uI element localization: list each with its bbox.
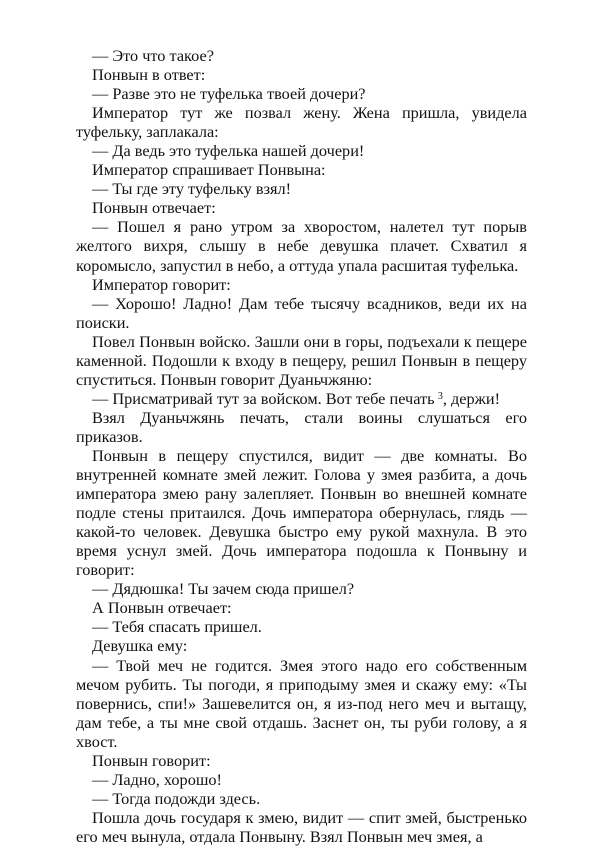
- paragraph-14: Взял Дуаньчжянь печать, стали воины слушаться его приказов.: [76, 407, 527, 446]
- paragraph-6: Император спрашивает Понвына:: [92, 160, 326, 180]
- paragraph-13: [76, 389, 527, 408]
- paragraph-16: — Дядюшка! Ты зачем сюда пришел?: [92, 579, 355, 599]
- paragraph-22: — Ладно, хорошо!: [92, 769, 222, 789]
- paragraph-20: — Твой меч не годится. Змея этого надо его собственным мечом рубить. Ты погоди, я приподыму змея и скажу ему: «Ты повернись, спи!» Зашевелится он, я из-под него меч и вытащу, дам тебе, а ты мне свой отдашь. Заснет он, ты руби голову, а я хвост.: [76, 655, 527, 751]
- paragraph-15: Понвын в пещеру спустился, видит — две комнаты. Во внутренней комнате змей лежит. Голова у змея разбита, а дочь императора змею рану залепляет. Понвын во внешней комнате подле стены притаился. Дочь императора обернулась, глядь — какой-то человек. Девушка быстро ему рукой махнула. В это время уснул змей. Дочь императора подошла к Понвыну и говорит:: [76, 445, 527, 580]
- paragraph-24: Пошла дочь государя к змею, видит — спит змей, быстренько его меч вынула, отдала Понвыну. Взял Понвын меч змея, а: [76, 807, 527, 846]
- paragraph-19: Девушка ему:: [92, 636, 188, 656]
- paragraph-1: — Это что такое?: [92, 46, 214, 65]
- paragraph-8: Понвын отвечает:: [92, 198, 216, 218]
- paragraph-13-tail: , держи!: [442, 388, 501, 408]
- paragraph-4: Император тут же позвал жену. Жена пришла, увидела туфельку, заплакала:: [76, 103, 527, 142]
- paragraph-3: — Разве это не туфелька твоей дочери?: [92, 84, 366, 104]
- paragraph-2: Понвын в ответ:: [92, 65, 206, 85]
- paragraph-7: — Ты где эту туфельку взял!: [92, 179, 292, 199]
- paragraph-17: А Понвын отвечает:: [92, 598, 232, 618]
- book-page: [76, 46, 527, 846]
- paragraph-21: Понвын говорит:: [92, 750, 211, 770]
- paragraph-9: — Пошел я рано утром за хворостом, налетел тут порыв желтого вихря, слышу в небе девушка плачет. Схватил я коромысло, запустил в небо, а оттуда упала расшитая туфелька.: [76, 217, 527, 275]
- paragraph-23: — Тогда подожди здесь.: [92, 788, 261, 808]
- paragraph-5: — Да ведь это туфелька нашей дочери!: [92, 141, 365, 161]
- footnote-marker[interactable]: 3: [437, 390, 443, 402]
- paragraph-13-text: — Присматривай тут за войском. Вот тебе печать: [92, 388, 435, 408]
- paragraph-11: — Хорошо! Ладно! Дам тебе тысячу всадников, веди их на поиски.: [76, 293, 527, 332]
- paragraph-18: — Тебя спасать пришел.: [92, 617, 262, 637]
- paragraph-12: Повел Понвын войско. Зашли они в горы, подъехали к пещере каменной. Подошли к входу в пещеру, решил Понвын в пещеру спуститься. Понвын говорит Дуаньчжяню:: [76, 331, 527, 389]
- paragraph-10: Император говорит:: [92, 274, 231, 294]
